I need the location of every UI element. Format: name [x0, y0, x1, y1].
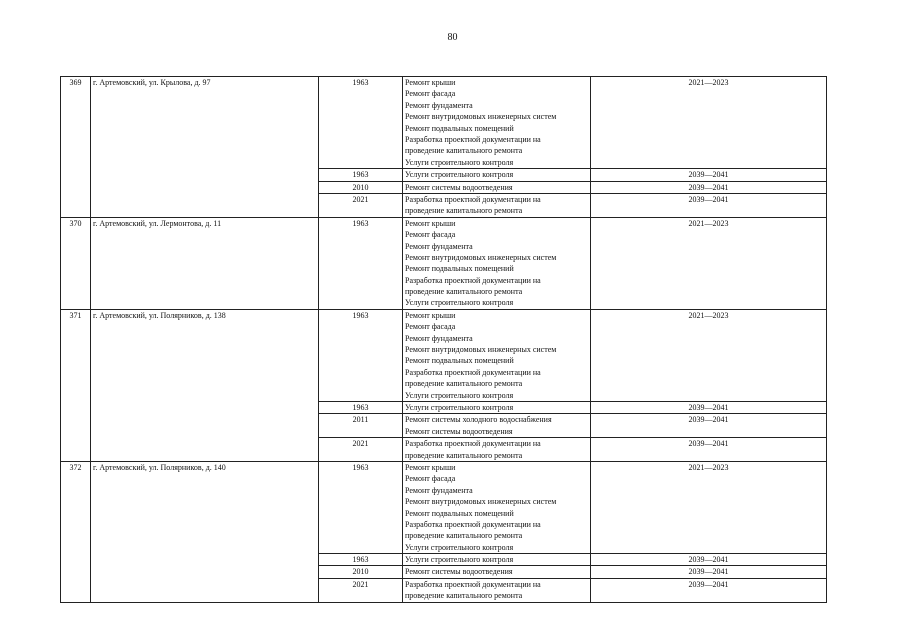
capital-repair-table	[60, 76, 827, 603]
work-item: Ремонт фундамента	[405, 241, 473, 251]
period-cell: 2021—2023	[591, 461, 827, 553]
address-cell: г. Артемовский, ул. Полярников, д. 140	[91, 461, 319, 602]
work-item: Услуги строительного контроля	[405, 170, 514, 180]
work-item: Услуги строительного контроля	[405, 390, 514, 400]
year-cell: 2010	[319, 181, 403, 193]
work-item: Ремонт фундамента	[405, 485, 473, 495]
work-type-cell	[403, 181, 591, 193]
period-cell: 2039—2041	[591, 181, 827, 193]
period-cell: 2039—2041	[591, 169, 827, 181]
work-item: проведение капитального ремонта	[405, 287, 523, 297]
work-item: проведение капитального ремонта	[405, 206, 523, 216]
work-item: Услуги строительного контроля	[405, 542, 514, 552]
entry-number-cell: 369	[61, 77, 91, 218]
work-item: Ремонт крыши	[405, 78, 456, 87]
year-cell: 1963	[319, 217, 403, 309]
year-cell: 2021	[319, 438, 403, 462]
work-item: проведение капитального ремонта	[405, 146, 523, 156]
work-item: Ремонт фундамента	[405, 100, 473, 110]
work-item: Разработка проектной документации на	[405, 579, 541, 589]
year-cell: 1963	[319, 461, 403, 553]
address-cell: г. Артемовский, ул. Полярников, д. 138	[91, 309, 319, 461]
work-item: Ремонт подвальных помещений	[405, 264, 514, 274]
period-cell: 2039—2041	[591, 401, 827, 413]
work-item: Ремонт подвальных помещений	[405, 356, 514, 366]
work-item: Ремонт крыши	[405, 310, 456, 320]
work-item: Разработка проектной документации на	[405, 194, 541, 204]
period-cell: 2021—2023	[591, 77, 827, 169]
work-item: Ремонт фасада	[405, 89, 456, 99]
year-cell: 1963	[319, 554, 403, 566]
work-item: проведение капитального ремонта	[405, 450, 523, 460]
work-item: Ремонт системы водоотведения	[405, 182, 513, 192]
work-item: Разработка проектной документации на	[405, 275, 541, 285]
work-item: Ремонт крыши	[405, 462, 456, 472]
entry-number-cell: 371	[61, 309, 91, 461]
work-item: проведение капитального ремонта	[405, 379, 523, 389]
work-type-cell	[403, 438, 591, 462]
work-item: Ремонт внутридомовых инженерных систем	[405, 252, 557, 262]
table-row	[61, 309, 827, 401]
period-cell: 2039—2041	[591, 578, 827, 602]
work-item: проведение капитального ремонта	[405, 531, 523, 541]
work-item: Ремонт системы водоотведения	[405, 426, 513, 436]
work-item: Ремонт внутридомовых инженерных систем	[405, 112, 557, 122]
work-item: Разработка проектной документации на	[405, 439, 541, 449]
work-type-cell	[403, 169, 591, 181]
work-type-cell	[403, 414, 591, 438]
work-item: Ремонт системы водоотведения	[405, 567, 513, 577]
year-cell: 2021	[319, 193, 403, 217]
work-item: Ремонт фасада	[405, 322, 456, 332]
table-row	[61, 461, 827, 553]
table-body	[61, 77, 827, 603]
work-item: Разработка проектной документации на	[405, 134, 541, 144]
work-item: Ремонт фундамента	[405, 333, 473, 343]
work-item: Разработка проектной документации на	[405, 367, 541, 377]
work-item: Услуги строительного контроля	[405, 157, 514, 167]
address-cell: г. Артемовский, ул. Лермонтова, д. 11	[91, 217, 319, 309]
work-item: Ремонт системы холодного водоснабжения	[405, 415, 552, 425]
period-cell: 2021—2023	[591, 309, 827, 401]
work-type-cell	[403, 193, 591, 217]
year-cell: 2021	[319, 578, 403, 602]
period-cell: 2039—2041	[591, 414, 827, 438]
table-row	[61, 77, 827, 169]
year-cell: 2010	[319, 566, 403, 578]
work-type-cell	[403, 566, 591, 578]
work-item: проведение капитального ремонта	[405, 591, 523, 601]
work-item: Ремонт фасада	[405, 230, 456, 240]
work-type-cell	[403, 461, 591, 553]
work-item: Разработка проектной документации на	[405, 519, 541, 529]
work-item: Ремонт подвальных помещений	[405, 123, 514, 133]
work-item: Услуги строительного контроля	[405, 402, 514, 412]
year-cell: 2011	[319, 414, 403, 438]
work-type-cell	[403, 554, 591, 566]
year-cell: 1963	[319, 77, 403, 169]
work-type-cell	[403, 309, 591, 401]
table-row	[61, 217, 827, 309]
period-cell: 2039—2041	[591, 554, 827, 566]
entry-number-cell: 370	[61, 217, 91, 309]
work-item: Услуги строительного контроля	[405, 298, 514, 308]
work-type-cell	[403, 77, 591, 169]
work-item: Ремонт внутридомовых инженерных систем	[405, 345, 557, 355]
work-type-cell	[403, 217, 591, 309]
work-item: Ремонт фасада	[405, 474, 456, 484]
entry-number-cell: 372	[61, 461, 91, 602]
work-type-cell	[403, 578, 591, 602]
work-item: Ремонт внутридомовых инженерных систем	[405, 497, 557, 507]
work-item: Ремонт крыши	[405, 218, 456, 228]
page-number: 80	[447, 32, 458, 43]
year-cell: 1963	[319, 309, 403, 401]
period-cell: 2039—2041	[591, 193, 827, 217]
year-cell: 1963	[319, 401, 403, 413]
year-cell: 1963	[319, 169, 403, 181]
work-item: Услуги строительного контроля	[405, 555, 514, 565]
period-cell: 2039—2041	[591, 566, 827, 578]
work-type-cell	[403, 401, 591, 413]
work-item: Ремонт подвальных помещений	[405, 508, 514, 518]
period-cell: 2039—2041	[591, 438, 827, 462]
address-cell: г. Артемовский, ул. Крылова, д. 97	[91, 77, 319, 218]
period-cell: 2021—2023	[591, 217, 827, 309]
